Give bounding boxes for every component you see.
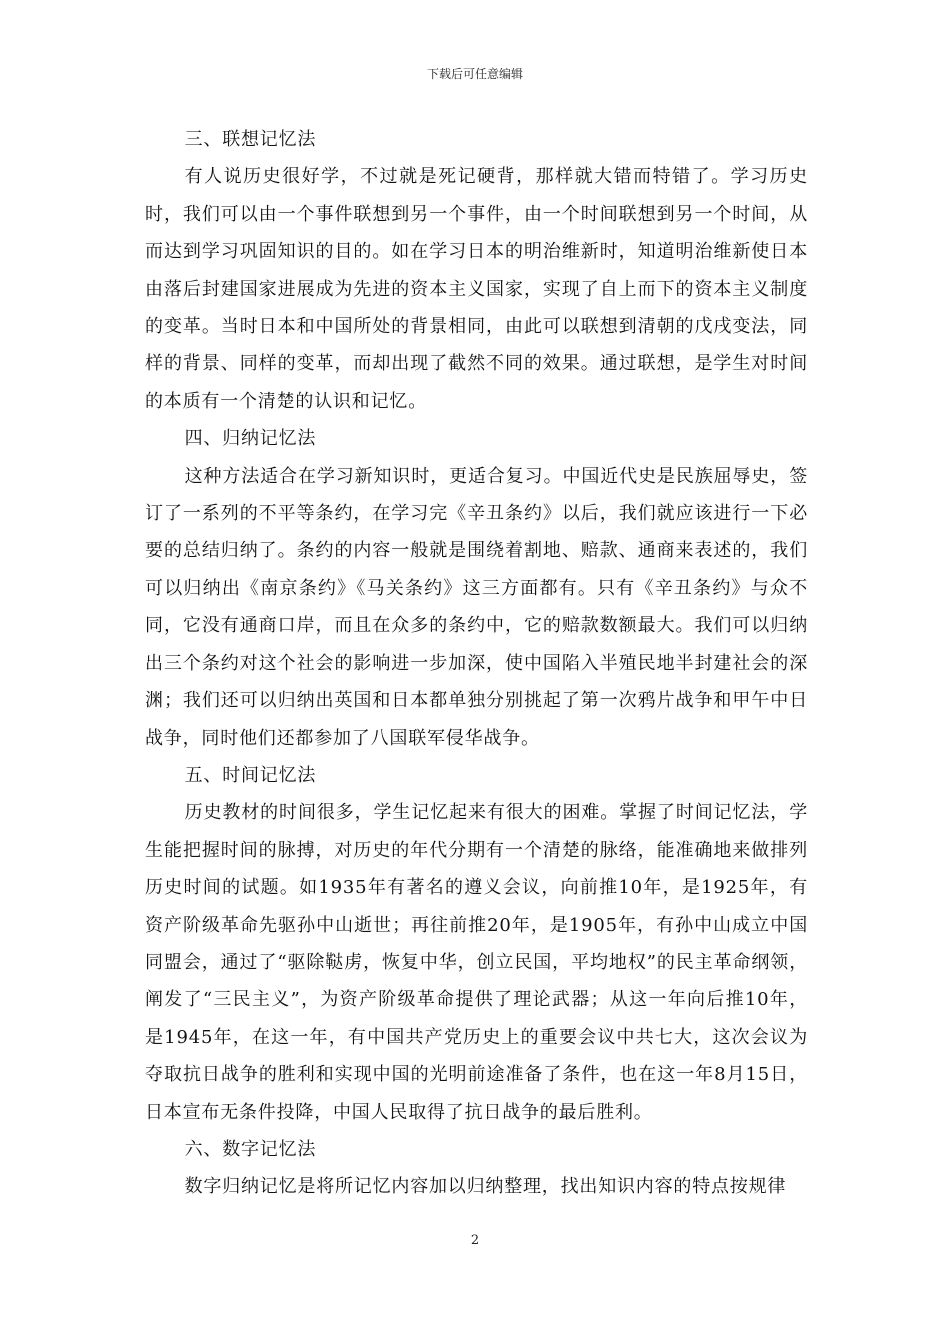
section-heading: 四、归纳记忆法 [184,428,317,450]
paragraph: 数字归纳记忆是将所记忆内容加以归纳整理，找出知识内容的特点按规律 [184,1176,787,1198]
paragraph: 这种方法适合在学习新知识时，更适合复习。中国近代史是民族屈辱史，签订了一系列的不平等条约，在学习完《辛丑条约》以后，我们就应该进行一下必要的总结归纳了。条约的内容一般就是围绕着割地、赔款、通商来表述的，我们可以归纳出《南京条约》《马关条约》这三方面都有。只有《辛丑条约》与众不同，它没有通商口岸，而且在众多的条约中，它的赔款数额最大。我们可以归纳出三个条约对这个社会的影响进一步加深，使中国陷入半殖民地半封建社会的深渊；我们还可以归纳出英国和日本都单独分别挑起了第一次鸦片战争和甲午中日战争，同时他们还都参加了八国联军侵华战争。 [145,465,808,749]
section-heading: 五、时间记忆法 [184,764,317,786]
section-heading: 三、联想记忆法 [184,129,317,150]
page-number: 2 [470,1233,480,1248]
paragraph: 历史教材的时间很多，学生记忆起来有很大的困难。掌握了时间记忆法，学生能把握时间的脉搏，对历史的年代分期有一个清楚的脉络，能准确地来做排列历史时间的试题。如1935年有著名的遵义会议，向前推10年，是1925年，有资产阶级革命先驱孙中山逝世；再往前推20年，是1905年，有孙中山成立中国同盟会，通过了“驱除鞑虏，恢复中华，创立民国，平均地权”的民主革命纲领，阐发了“三民主义”，为资产阶级革命提供了理论武器；从这一年向后推10年，是1945年，在这一年，有中国共产党历史上的重要会议中共七大，这次会议为夺取抗日战争的胜利和实现中国的光明前途准备了条件，也在这一年8月15日，日本宣布无条件投降，中国人民取得了抗日战争的最后胜利。 [145,802,808,1123]
document-body [145,121,808,1206]
page-header: 下载后可任意编辑 [426,67,523,81]
paragraph: 有人说历史很好学，不过就是死记硬背，那样就大错而特错了。学习历史时，我们可以由一个事件联想到另一个事件，由一个时间联想到另一个时间，从而达到学习巩固知识的目的。如在学习日本的明治维新时，知道明治维新使日本由落后封建国家进展成为先进的资本主义国家，实现了自上而下的资本主义制度的变革。当时日本和中国所处的背景相同，由此可以联想到清朝的戊戌变法，同样的背景、同样的变革，而却出现了截然不同的效果。通过联想，是学生对时间的本质有一个清楚的认识和记忆。 [145,166,808,412]
section-heading: 六、数字记忆法 [184,1138,317,1160]
